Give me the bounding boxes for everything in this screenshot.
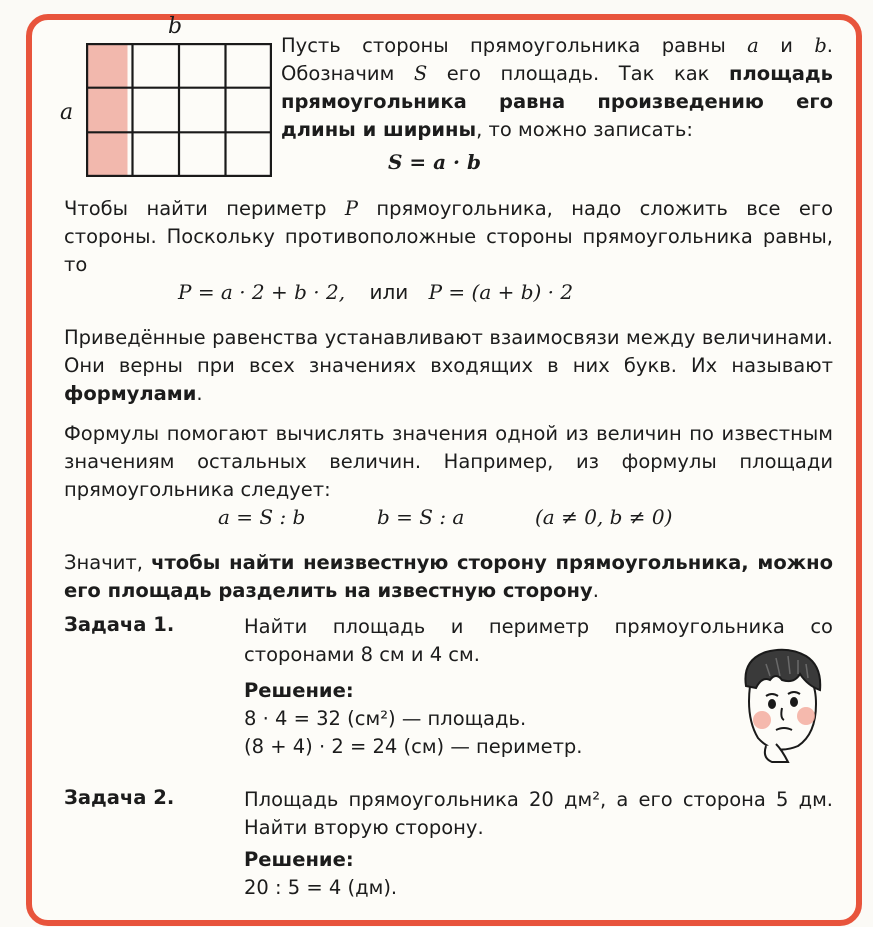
task1-solution-label: Решение: (244, 679, 354, 702)
formula-side-b: b = S : a (377, 505, 465, 529)
formulas-bold: формулами (64, 382, 197, 405)
task2-solution-label: Решение: (244, 848, 354, 871)
formula-area: S = a · b (388, 150, 481, 174)
formulas-text-2: . (196, 382, 203, 405)
formula-side-a: a = S : b (218, 505, 306, 529)
var-a: a (747, 34, 759, 57)
grid-svg (86, 43, 272, 177)
formulas-paragraph (64, 324, 833, 408)
rectangle-grid-diagram (86, 43, 272, 177)
task1-line1: 8 · 4 = 32 (см²) — площадь. (244, 707, 527, 730)
shaded-column (86, 43, 128, 177)
label-side-a: a (60, 100, 74, 125)
conclusion-text-1: Значит, (64, 551, 152, 574)
intro-text-4: его площадь. Так как (427, 62, 730, 85)
task2-text: Площадь прямоугольника 20 дм², а его сторона 5 дм. Найти вторую сторону. (244, 788, 833, 839)
task1-line2: (8 + 4) · 2 = 24 (см) — периметр. (244, 735, 583, 758)
intro-paragraph (281, 32, 833, 144)
perimeter-paragraph (64, 195, 833, 279)
content-frame (26, 14, 862, 926)
perimeter-text-1: Чтобы найти периметр (64, 197, 345, 220)
formulas-text-1: Приведённые равенства устанавливают взаимосвязи между величинами. Они верны при всех значениях входящих в них букв. Их называют (64, 326, 833, 377)
var-P: P (344, 197, 358, 220)
area-rule-bold: площадь прямоугольника равна произведению его длины и ширины (281, 62, 833, 141)
task2-title: Задача 2. (64, 786, 175, 809)
intro-text-3: . Обозначим (281, 34, 833, 85)
intro-text-2: и (758, 34, 815, 57)
intro-text-5: , то можно записать: (476, 118, 693, 141)
formula-perimeter-right: P = (a + b) · 2 (428, 280, 574, 304)
intro-text-1: Пусть стороны прямоугольника равны (281, 34, 748, 57)
task2-line1: 20 : 5 = 4 (дм). (244, 876, 398, 899)
var-b: b (814, 34, 827, 57)
var-S: S (413, 62, 428, 85)
boy-svg (736, 646, 828, 764)
perimeter-text-2: прямоугольника, надо сложить все его стороны. Поскольку противоположные стороны прямоугольника равны, то (64, 197, 833, 276)
conclusion-text-2: . (592, 579, 599, 602)
formula-condition: (a ≠ 0, b ≠ 0) (535, 505, 673, 529)
formula-perimeter-left: P = a · 2 + b · 2, (178, 280, 346, 304)
label-side-b: b (168, 14, 183, 39)
thinking-boy-illustration (736, 646, 828, 768)
conclusion-bold: чтобы найти неизвестную сторону прямоугольника, можно его площадь разделить на известную сторону (64, 551, 834, 602)
conclusion-paragraph (64, 549, 833, 605)
task1-text: Найти площадь и периметр прямоугольника со сторонами 8 см и 4 см. (244, 615, 833, 666)
formula-or: или (369, 280, 409, 304)
task1-title: Задача 1. (64, 613, 175, 636)
formula-perimeter (178, 280, 573, 304)
help-paragraph: Формулы помогают вычислять значения одной из величин по известным значениям остальных величин. Например, из формулы площади прямоугольника следует: (64, 422, 833, 501)
